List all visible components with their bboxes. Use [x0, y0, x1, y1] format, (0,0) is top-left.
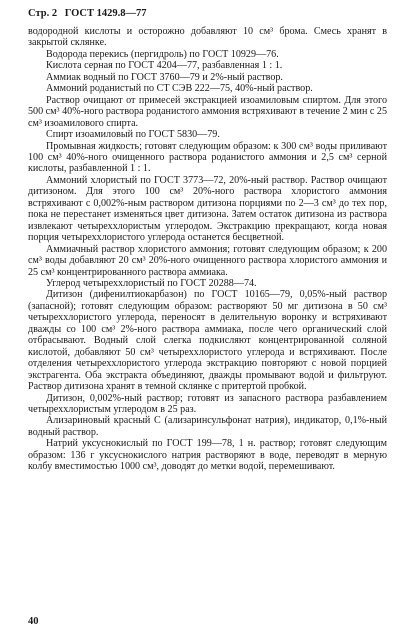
paragraph-ammonium-thiocyanate: Аммоний роданистый по СТ СЭВ 222—75, 40%-ный раствор.: [46, 83, 313, 95]
document-body: [28, 26, 387, 473]
paragraph-ammonia: Аммиак водный по ГОСТ 3760—79 и 2%-ный раствор.: [46, 71, 283, 83]
paragraph-hydrogen-peroxide: Водорода перекись (пергидроль) по ГОСТ 10929—76.: [46, 48, 279, 60]
paragraph-purification: Раствор очищают от примесей экстракцией изоамиловым спиртом. Для этого 500 см³ 40%-ного раствора роданистого аммония встряхивают в течение 2 мин с 25 см³ изоамилового спирта.: [28, 94, 387, 129]
paragraph-wash-liquid: Промывная жидкость; готовят следующим образом: к 300 см³ воды приливают 100 см³ 40%-ного очищенного раствора роданистого аммония и 2,5 см³ серной кислоты, разбавленной 1 : 1.: [28, 140, 387, 175]
paragraph-isoamyl-alcohol: Спирт изоамиловый по ГОСТ 5830—79.: [46, 129, 220, 141]
page-label: Стр. 2: [28, 8, 58, 19]
paragraph-alizarin-red: Ализариновый красный С (ализаринсульфонат натрия), индикатор, 0,1%-ный водный раствор.: [28, 415, 387, 438]
paragraph-sulfuric-acid: Кислота серная по ГОСТ 4204—77, разбавленная 1 : 1.: [46, 60, 283, 72]
page-header: [28, 6, 387, 22]
page-number: 40: [28, 616, 39, 627]
paragraph-ammonium-chloride: Аммоний хлористый по ГОСТ 3773—72, 20%-ный раствор. Раствор очищают дитизоном. Для этого 100 см³ 20%-ного раствора хлористого аммония встряхивают с 0,002%-ным раствором дитизона порциями по 2—3 см³ до тех пор, пока не перестанет изменяться цвет дитизона. Затем остаток дитизона из раствора извлекают четыреххлористым углеродом. Экстракцию прекращают, когда новая порция четыреххлористого углерода останется бесцветной.: [28, 174, 387, 244]
paragraph-continuation: водородной кислоты и осторожно добавляют 10 см³ брома. Смесь хранят в закрытой склянке.: [28, 26, 387, 49]
standard-number: ГОСТ 1429.8—77: [64, 8, 147, 19]
paragraph-dithizone-dilute: Дитизон, 0,002%-ный раствор; готовят из запасного раствора разбавлением четыреххлористым углеродом в 25 раз.: [28, 392, 387, 415]
paragraph-ammoniacal-solution: Аммиачный раствор хлористого аммония; готовят следующим образом; к 200 см³ воды добавляют 20 см³ 20%-ного очищенного раствора хлористого аммония и 25 см³ концентрированного раствора аммиака.: [28, 243, 387, 278]
paragraph-carbon-tetrachloride: Углерод четыреххлористый по ГОСТ 20288—74.: [46, 277, 257, 289]
paragraph-sodium-acetate: Натрий уксуснокислый по ГОСТ 199—78, 1 н. раствор; готовят следующим образом: 136 г уксуснокислого натрия растворяют в воде, переводят в мерную колбу вместимостью 1000 см³, доводят до метки водой, перемешивают.: [28, 438, 387, 473]
paragraph-dithizone-stock: Дитизон (дифенилтиокарбазон) по ГОСТ 10165—79, 0,05%-ный раствор (запасной); готовят следующим образом: растворяют 50 мг дитизона в 50 см³ четыреххлористого углерода, переносят в делительную воронку и встряхивают дважды со 100 см³ 2%-ного раствора аммиака, после чего органический слой отбрасывают. Водный слой слегка подкисляют концентрированной соляной кислотой, добавляют 50 см³ четыреххлористого углерода и встряхивают. После отделения четыреххлористого углерода экстракцию повторяют с новой порцией экстрагента. Оба экстракта объединяют, дважды промывают водой и фильтруют. Раствор дитизона хранят в темной склянке с притертой пробкой.: [28, 289, 387, 393]
